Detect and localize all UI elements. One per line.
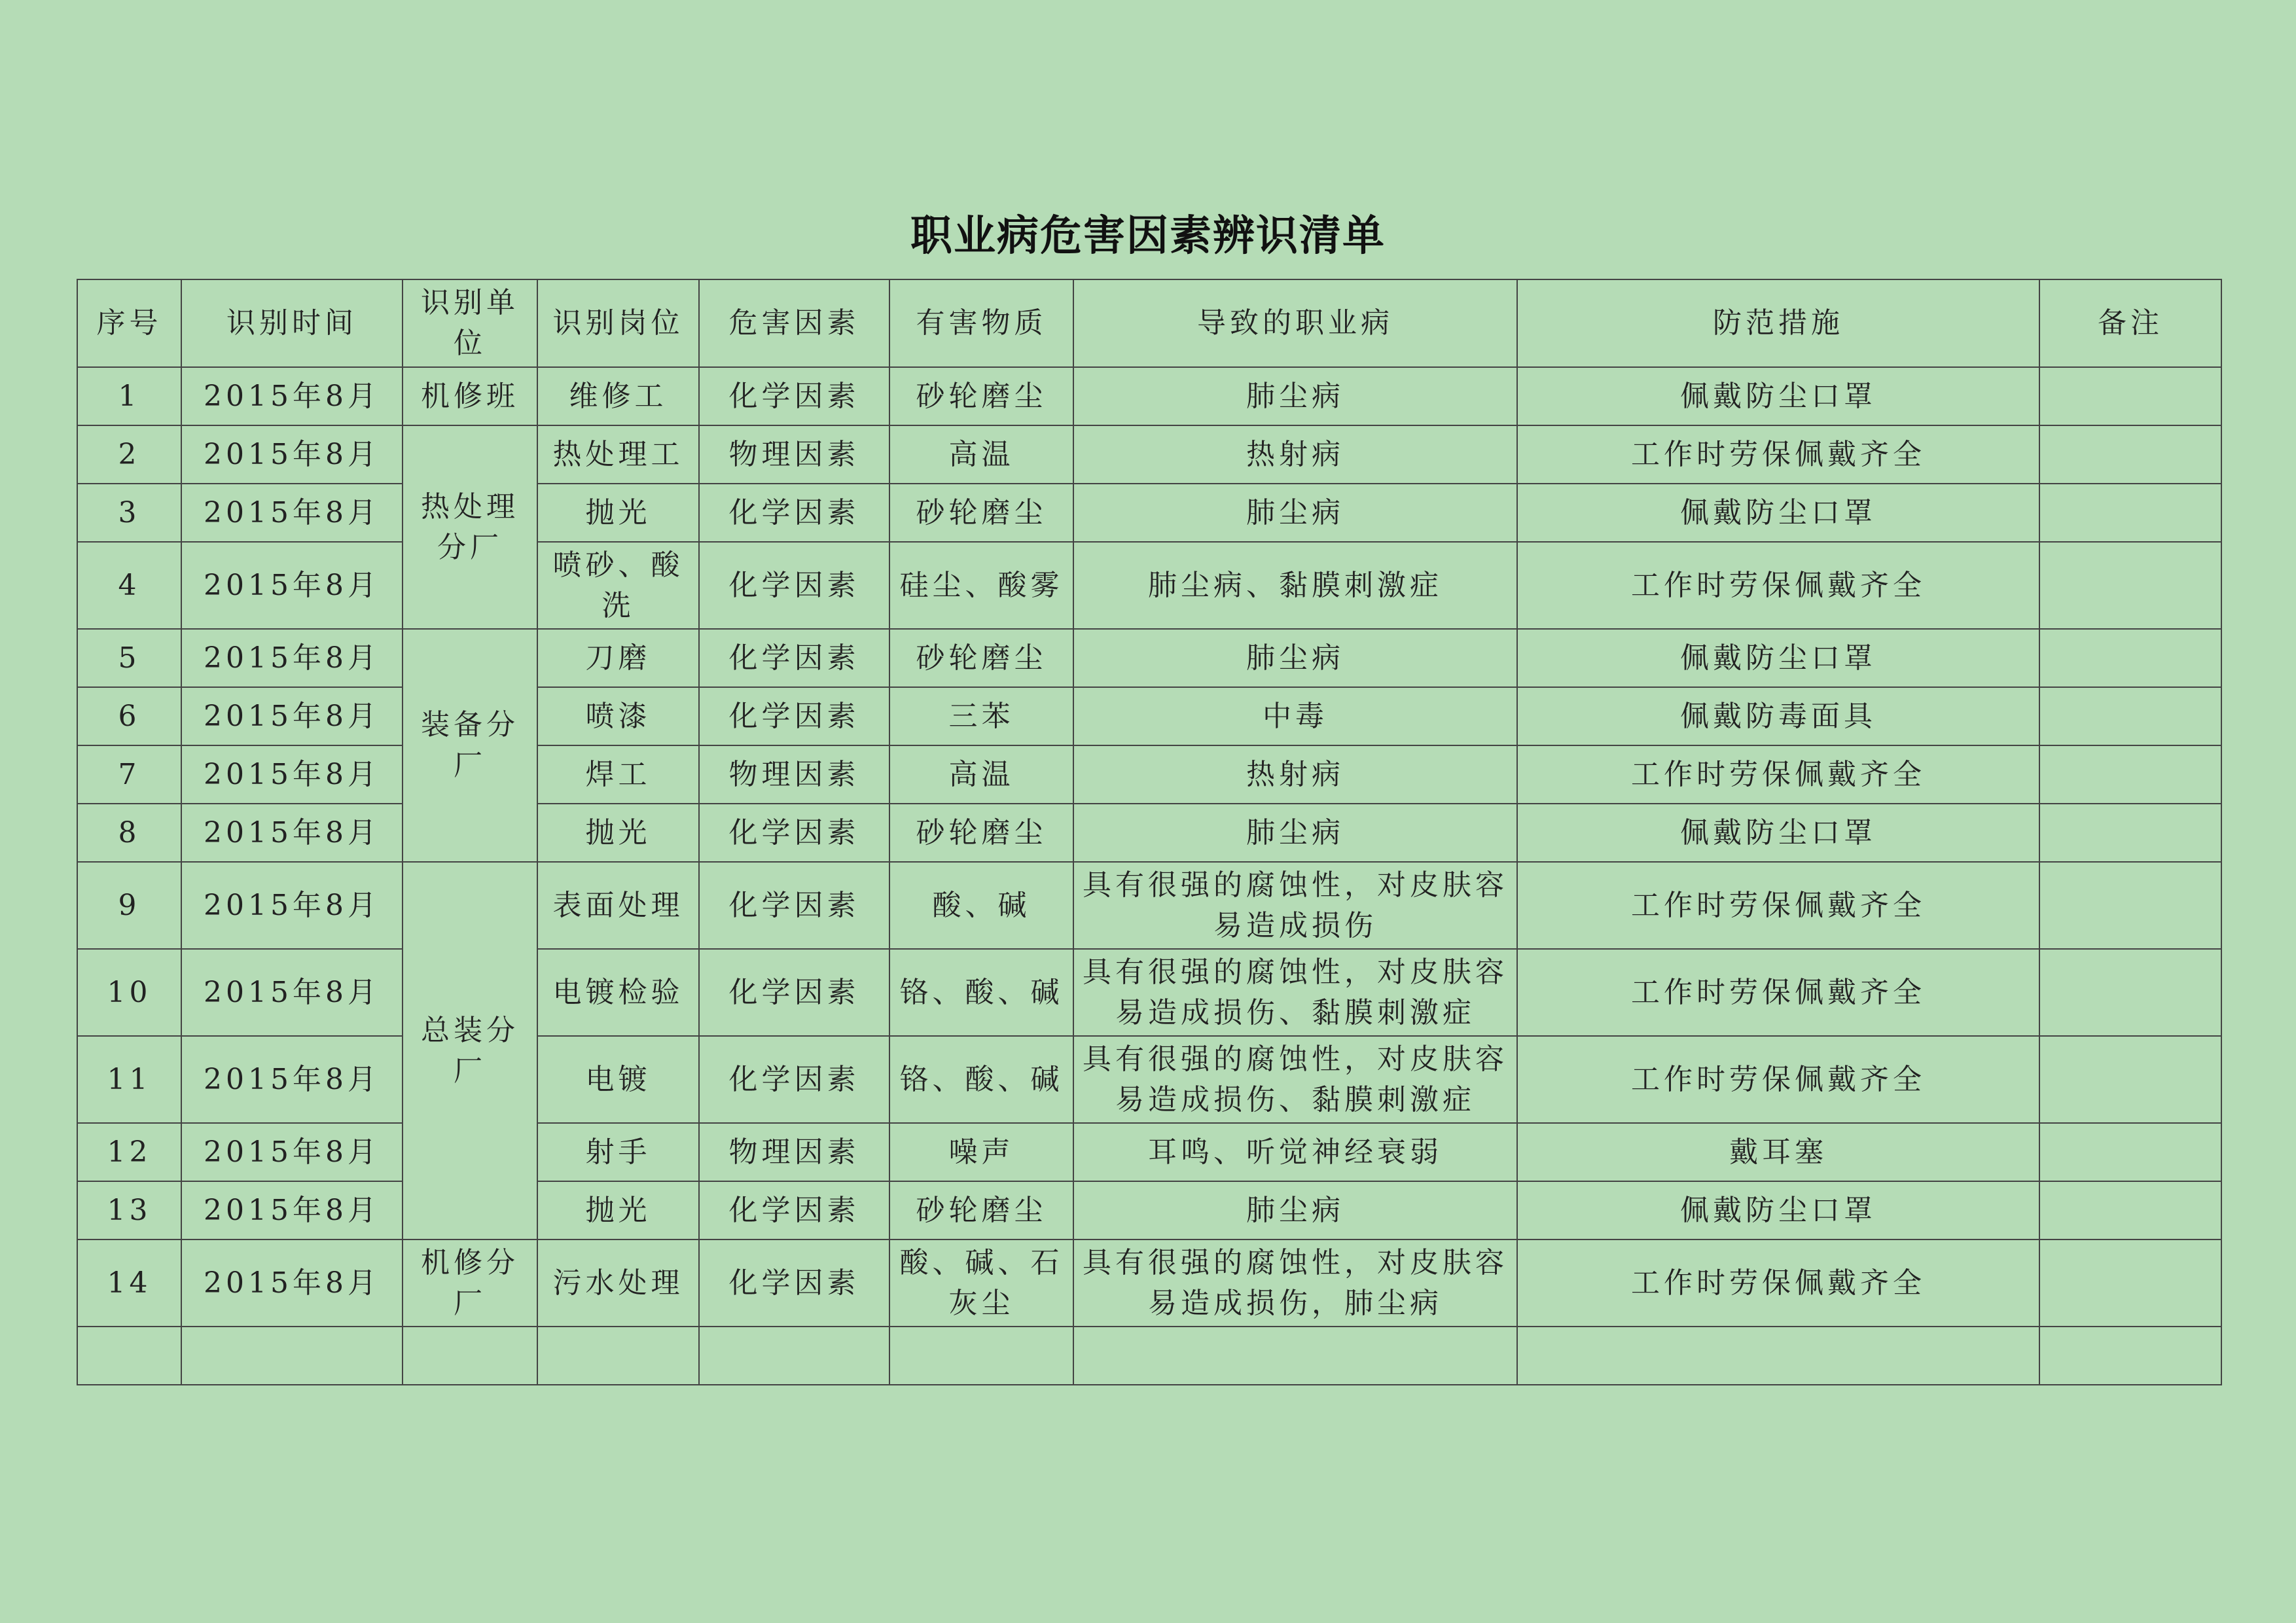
cell-factor: 化学因素 [699,367,889,425]
cell-post: 焊工 [537,745,699,804]
cell-note [2039,949,2221,1036]
cell-time: 2015年8月 [181,629,403,687]
cell-note [2039,1036,2221,1123]
empty-cell [2039,1327,2221,1385]
cell-disease: 肺尘病、黏膜刺激症 [1073,542,1517,629]
table-row [77,745,2221,804]
empty-cell [181,1327,403,1385]
cell-note [2039,542,2221,629]
table-row [77,542,2221,629]
cell-time: 2015年8月 [181,804,403,862]
cell-no: 14 [77,1240,181,1327]
cell-disease: 具有很强的腐蚀性，对皮肤容易造成损伤，肺尘病 [1073,1240,1517,1327]
cell-note [2039,629,2221,687]
cell-time: 2015年8月 [181,1036,403,1123]
table-row [77,1036,2221,1123]
cell-post: 抛光 [537,804,699,862]
page-title: 职业病危害因素辨识清单 [910,212,1386,260]
cell-substance: 酸、碱、石灰尘 [889,1240,1073,1327]
table-row [77,804,2221,862]
cell-substance: 砂轮磨尘 [889,484,1073,542]
cell-time: 2015年8月 [181,687,403,745]
cell-no: 8 [77,804,181,862]
cell-disease: 具有很强的腐蚀性，对皮肤容易造成损伤、黏膜刺激症 [1073,1036,1517,1123]
empty-cell [699,1327,889,1385]
cell-time: 2015年8月 [181,542,403,629]
cell-disease: 具有很强的腐蚀性，对皮肤容易造成损伤 [1073,862,1517,949]
cell-factor: 化学因素 [699,1181,889,1240]
table-row [77,1123,2221,1181]
cell-note [2039,425,2221,484]
cell-factor: 化学因素 [699,862,889,949]
cell-disease: 中毒 [1073,687,1517,745]
cell-no: 10 [77,949,181,1036]
cell-post: 刀磨 [537,629,699,687]
header-row [77,279,2221,367]
cell-no: 9 [77,862,181,949]
header-cell-post: 识别岗位 [537,279,699,367]
cell-no: 13 [77,1181,181,1240]
cell-note [2039,367,2221,425]
cell-post: 维修工 [537,367,699,425]
table-row [77,367,2221,425]
cell-measure: 工作时劳保佩戴齐全 [1517,1036,2039,1123]
cell-substance: 硅尘、酸雾 [889,542,1073,629]
cell-note [2039,862,2221,949]
header-cell-disease: 导致的职业病 [1073,279,1517,367]
cell-factor: 物理因素 [699,1123,889,1181]
cell-substance: 砂轮磨尘 [889,629,1073,687]
cell-factor: 化学因素 [699,1240,889,1327]
cell-note [2039,484,2221,542]
header-cell-unit: 识别单位 [403,279,537,367]
hazard-table [77,279,2222,1385]
cell-measure: 佩戴防尘口罩 [1517,629,2039,687]
cell-factor: 化学因素 [699,542,889,629]
cell-substance: 铬、酸、碱 [889,949,1073,1036]
cell-time: 2015年8月 [181,484,403,542]
table-row [77,484,2221,542]
cell-note [2039,1240,2221,1327]
cell-measure: 戴耳塞 [1517,1123,2039,1181]
cell-time: 2015年8月 [181,1181,403,1240]
cell-disease: 肺尘病 [1073,804,1517,862]
cell-post: 表面处理 [537,862,699,949]
cell-post: 污水处理 [537,1240,699,1327]
cell-disease: 热射病 [1073,745,1517,804]
table-row [77,862,2221,949]
cell-no: 1 [77,367,181,425]
header-cell-note: 备注 [2039,279,2221,367]
cell-measure: 佩戴防毒面具 [1517,687,2039,745]
cell-post: 抛光 [537,484,699,542]
cell-measure: 工作时劳保佩戴齐全 [1517,542,2039,629]
cell-factor: 化学因素 [699,687,889,745]
table-row [77,629,2221,687]
cell-substance: 砂轮磨尘 [889,367,1073,425]
cell-factor: 化学因素 [699,804,889,862]
cell-time: 2015年8月 [181,1240,403,1327]
header-cell-time: 识别时间 [181,279,403,367]
cell-note [2039,1123,2221,1181]
cell-measure: 工作时劳保佩戴齐全 [1517,862,2039,949]
cell-unit: 装备分厂 [403,629,537,862]
cell-time: 2015年8月 [181,862,403,949]
empty-cell [1073,1327,1517,1385]
cell-disease: 具有很强的腐蚀性，对皮肤容易造成损伤、黏膜刺激症 [1073,949,1517,1036]
cell-factor: 物理因素 [699,745,889,804]
cell-measure: 工作时劳保佩戴齐全 [1517,949,2039,1036]
cell-note [2039,1181,2221,1240]
cell-post: 电镀 [537,1036,699,1123]
cell-no: 6 [77,687,181,745]
empty-cell [77,1327,181,1385]
table-row [77,1240,2221,1327]
cell-no: 11 [77,1036,181,1123]
cell-time: 2015年8月 [181,949,403,1036]
cell-no: 5 [77,629,181,687]
table-row [77,949,2221,1036]
cell-disease: 肺尘病 [1073,1181,1517,1240]
cell-note [2039,687,2221,745]
cell-post: 电镀检验 [537,949,699,1036]
cell-substance: 砂轮磨尘 [889,1181,1073,1240]
cell-post: 喷漆 [537,687,699,745]
cell-substance: 三苯 [889,687,1073,745]
cell-time: 2015年8月 [181,367,403,425]
cell-note [2039,804,2221,862]
cell-factor: 化学因素 [699,629,889,687]
table-row [77,1181,2221,1240]
cell-post: 抛光 [537,1181,699,1240]
cell-post: 喷砂、酸洗 [537,542,699,629]
cell-post: 热处理工 [537,425,699,484]
cell-post: 射手 [537,1123,699,1181]
cell-no: 12 [77,1123,181,1181]
table-row [77,425,2221,484]
cell-no: 2 [77,425,181,484]
cell-measure: 佩戴防尘口罩 [1517,804,2039,862]
cell-unit: 热处理分厂 [403,425,537,629]
cell-factor: 化学因素 [699,484,889,542]
cell-unit: 机修班 [403,367,537,425]
cell-measure: 工作时劳保佩戴齐全 [1517,745,2039,804]
cell-factor: 化学因素 [699,949,889,1036]
empty-row [77,1327,2221,1385]
cell-unit: 总装分厂 [403,862,537,1240]
cell-substance: 酸、碱 [889,862,1073,949]
cell-time: 2015年8月 [181,425,403,484]
cell-factor: 化学因素 [699,1036,889,1123]
empty-cell [889,1327,1073,1385]
cell-measure: 佩戴防尘口罩 [1517,367,2039,425]
cell-measure: 工作时劳保佩戴齐全 [1517,425,2039,484]
cell-substance: 铬、酸、碱 [889,1036,1073,1123]
cell-time: 2015年8月 [181,745,403,804]
cell-disease: 肺尘病 [1073,484,1517,542]
header-cell-factor: 危害因素 [699,279,889,367]
cell-disease: 耳鸣、听觉神经衰弱 [1073,1123,1517,1181]
cell-no: 7 [77,745,181,804]
cell-measure: 佩戴防尘口罩 [1517,1181,2039,1240]
cell-disease: 肺尘病 [1073,629,1517,687]
empty-cell [1517,1327,2039,1385]
cell-factor: 物理因素 [699,425,889,484]
cell-substance: 高温 [889,425,1073,484]
cell-substance: 砂轮磨尘 [889,804,1073,862]
header-cell-measure: 防范措施 [1517,279,2039,367]
cell-measure: 佩戴防尘口罩 [1517,484,2039,542]
header-cell-no: 序号 [77,279,181,367]
cell-time: 2015年8月 [181,1123,403,1181]
cell-substance: 噪声 [889,1123,1073,1181]
header-cell-substance: 有害物质 [889,279,1073,367]
cell-disease: 热射病 [1073,425,1517,484]
cell-measure: 工作时劳保佩戴齐全 [1517,1240,2039,1327]
empty-cell [537,1327,699,1385]
cell-note [2039,745,2221,804]
cell-no: 4 [77,542,181,629]
cell-unit: 机修分厂 [403,1240,537,1327]
cell-no: 3 [77,484,181,542]
cell-disease: 肺尘病 [1073,367,1517,425]
empty-cell [403,1327,537,1385]
table-row [77,687,2221,745]
cell-substance: 高温 [889,745,1073,804]
